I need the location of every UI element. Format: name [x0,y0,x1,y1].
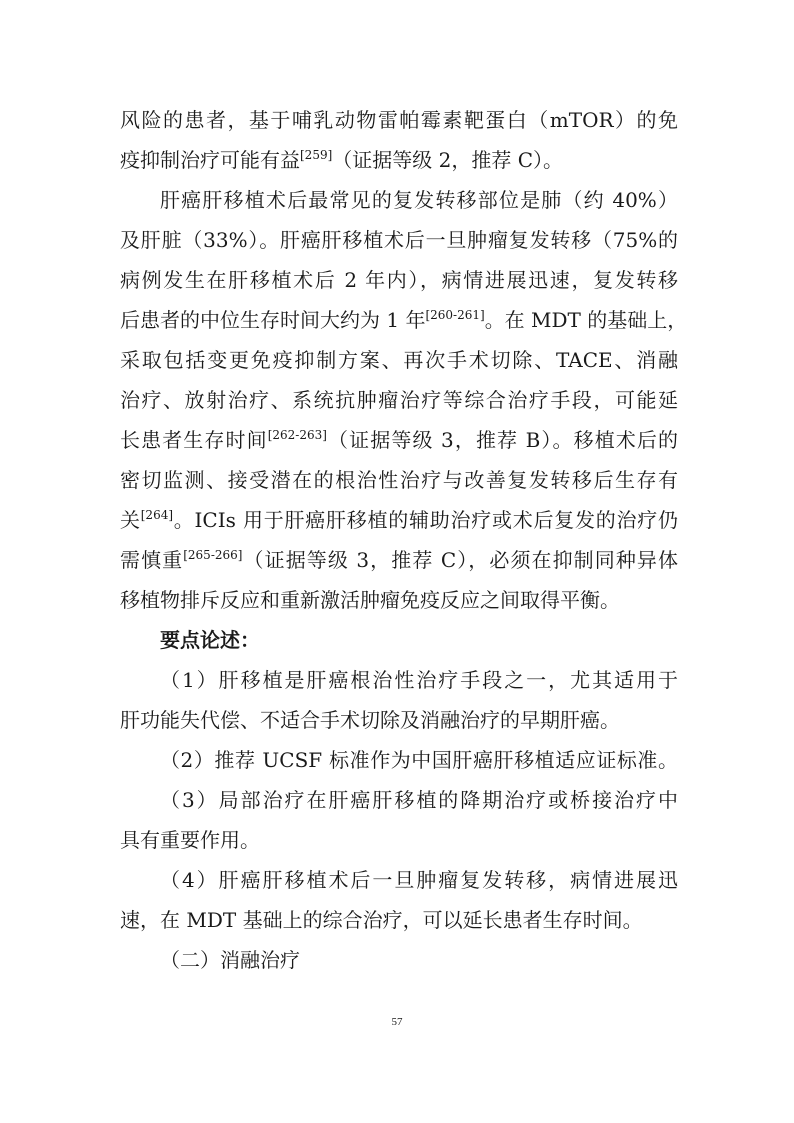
text-line: 肝癌肝移植术后最常见的复发转移部位是肺（约 40%） [160,188,678,212]
key-point-item: 速，在 MDT 基础上的综合治疗，可以延长患者生存时间。 [120,908,643,932]
text-line [120,142,678,178]
text-line: 及肝脏（33%）。肝癌肝移植术后一旦肿瘤复发转移（75%的 [120,228,678,252]
text-line: 移植物排斥反应和重新激活肿瘤免疫反应之间取得平衡。 [120,588,620,612]
section-heading: （二）消融治疗 [160,948,300,972]
text-line: 密切监测、接受潜在的根治性治疗与改善复发转移后生存有 [120,468,678,492]
text-run: 关 [120,508,141,532]
text-run: （证据等级 3，推荐 C），必须在抑制同种异体 [242,548,678,572]
citation-ref: [260-261] [425,308,485,322]
text-line [120,302,688,338]
text-line [120,422,678,458]
key-point-item: （1）肝移植是肝癌根治性治疗手段之一，尤其适用于 [160,668,678,692]
key-point-item: 肝功能失代偿、不适合手术切除及消融治疗的早期肝癌。 [120,708,620,732]
text-run: （证据等级 2，推荐 C）。 [332,148,564,172]
text-run: 。ICIs 用于肝癌肝移植的辅助治疗或术后复发的治疗仍 [173,508,678,532]
citation-ref: [265-266] [183,548,243,562]
citation-ref: [264] [140,508,174,522]
text-line: 治疗、放射治疗、系统抗肿瘤治疗等综合治疗手段，可能延 [120,388,678,412]
page-number: 57 [391,1016,403,1028]
text-run: 。在 MDT 的基础上， [484,308,688,332]
text-line [120,542,678,578]
key-points-heading: 要点论述： [160,628,260,652]
text-line: 采取包括变更免疫抑制方案、再次手术切除、TACE、消融 [120,348,678,372]
text-line: 风险的患者，基于哺乳动物雷帕霉素靶蛋白（mTOR）的免 [120,108,678,132]
key-point-item: （2）推荐 UCSF 标准作为中国肝癌肝移植适应证标准。 [160,748,678,772]
text-run: 后患者的中位生存时间大约为 1 年 [120,308,426,332]
citation-ref: [259] [300,148,333,162]
text-line [120,502,678,538]
key-point-item: 具有重要作用。 [120,828,260,852]
text-run: 需慎重 [120,548,184,572]
key-point-item: （3）局部治疗在肝癌肝移植的降期治疗或桥接治疗中 [160,788,678,812]
key-point-item: （4）肝癌肝移植术后一旦肿瘤复发转移，病情进展迅 [160,868,678,892]
citation-ref: [262-263] [267,428,327,442]
text-run: 疫抑制治疗可能有益 [120,148,300,172]
text-line: 病例发生在肝移植术后 2 年内），病情进展迅速，复发转移 [120,268,678,292]
text-run: 长患者生存时间 [120,428,268,452]
text-run: （证据等级 3，推荐 B）。移植术后的 [326,428,679,452]
